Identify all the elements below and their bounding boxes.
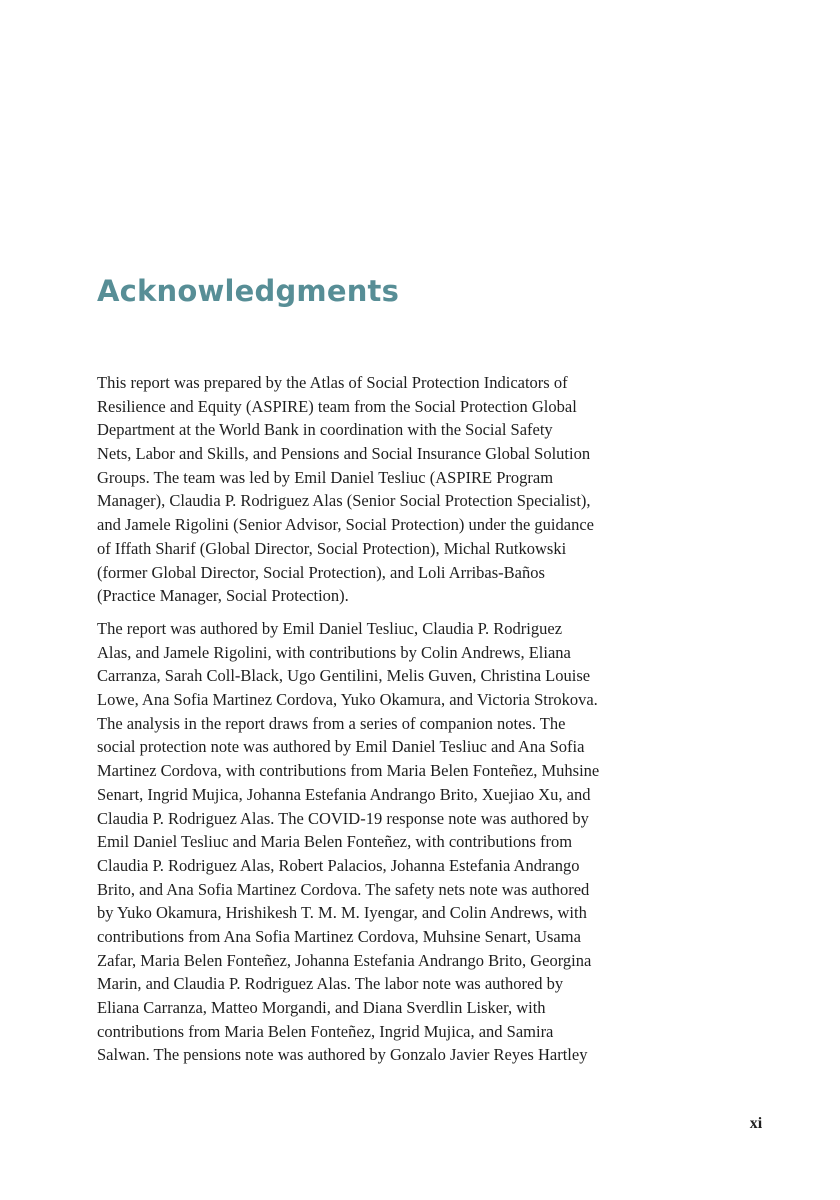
paragraph-line: contributions from Ana Sofia Martinez Cordova, Muhsine Senart, Usama xyxy=(97,926,581,946)
paragraph-line: This report was prepared by the Atlas of Social Protection Indicators of xyxy=(97,373,568,392)
paragraph-line: Nets, Labor and Skills, and Pensions and Social Insurance Global Solution xyxy=(97,444,591,464)
chapter-heading: Acknowledgments xyxy=(97,274,400,308)
paragraph-line: Groups. The team was led by Emil Daniel Tesliuc (ASPIRE Program xyxy=(97,467,554,487)
paragraph-line: Marin, and Claudia P. Rodriguez Alas. The labor note was authored by xyxy=(97,974,564,994)
paragraph-line: and Jamele Rigolini (Senior Advisor, Social Protection) under the guidance xyxy=(97,515,594,535)
paragraph-line: Carranza, Sarah Coll-Black, Ugo Gentilini, Melis Guven, Christina Louise xyxy=(97,666,591,686)
paragraph-line: of Iffath Sharif (Global Director, Social Protection), Michal Rutkowski xyxy=(97,538,567,558)
paragraph-line: Brito, and Ana Sofia Martinez Cordova. The safety nets note was authored xyxy=(97,879,590,899)
paragraph-line: (former Global Director, Social Protection), and Loli Arribas-Baños xyxy=(97,562,545,582)
acknowledgments-paragraph-1 xyxy=(97,371,637,608)
paragraph-line: Manager), Claudia P. Rodriguez Alas (Senior Social Protection Specialist), xyxy=(97,491,591,511)
paragraph-line: Eliana Carranza, Matteo Morgandi, and Diana Sverdlin Lisker, with xyxy=(97,998,546,1017)
paragraph-line: Resilience and Equity (ASPIRE) team from the Social Protection Global xyxy=(97,396,577,416)
paragraph-line: (Practice Manager, Social Protection). xyxy=(97,586,349,606)
paragraph-line: social protection note was authored by Emil Daniel Tesliuc and Ana Sofia xyxy=(97,737,585,757)
paragraph-line: Department at the World Bank in coordination with the Social Safety xyxy=(97,420,553,440)
paragraph-line: Zafar, Maria Belen Fonteñez, Johanna Estefania Andrango Brito, Georgina xyxy=(97,950,592,970)
paragraph-line: Salwan. The pensions note was authored by Gonzalo Javier Reyes Hartley xyxy=(97,1045,588,1065)
paragraph-line: Lowe, Ana Sofia Martinez Cordova, Yuko Okamura, and Victoria Strokova. xyxy=(97,690,598,710)
paragraph-line: by Yuko Okamura, Hrishikesh T. M. M. Iyengar, and Colin Andrews, with xyxy=(97,903,587,923)
paragraph-line: Martinez Cordova, with contributions from Maria Belen Fonteñez, Muhsine xyxy=(97,761,600,781)
paragraph-line: Senart, Ingrid Mujica, Johanna Estefania Andrango Brito, Xuejiao Xu, and xyxy=(97,784,591,804)
paragraph-line: The report was authored by Emil Daniel Tesliuc, Claudia P. Rodriguez xyxy=(97,619,563,638)
page-number: xi xyxy=(749,1115,763,1132)
acknowledgments-paragraph-2 xyxy=(97,617,637,1067)
paragraph-line: Claudia P. Rodriguez Alas. The COVID-19 response note was authored by xyxy=(97,808,589,828)
paragraph-line: Emil Daniel Tesliuc and Maria Belen Fonteñez, with contributions from xyxy=(97,832,573,852)
paragraph-line: The analysis in the report draws from a series of companion notes. The xyxy=(97,713,566,733)
paragraph-line: Alas, and Jamele Rigolini, with contributions by Colin Andrews, Eliana xyxy=(97,642,571,662)
paragraph-line: Claudia P. Rodriguez Alas, Robert Palacios, Johanna Estefania Andrango xyxy=(97,855,580,875)
paragraph-line: contributions from Maria Belen Fonteñez, Ingrid Mujica, and Samira xyxy=(97,1021,554,1041)
